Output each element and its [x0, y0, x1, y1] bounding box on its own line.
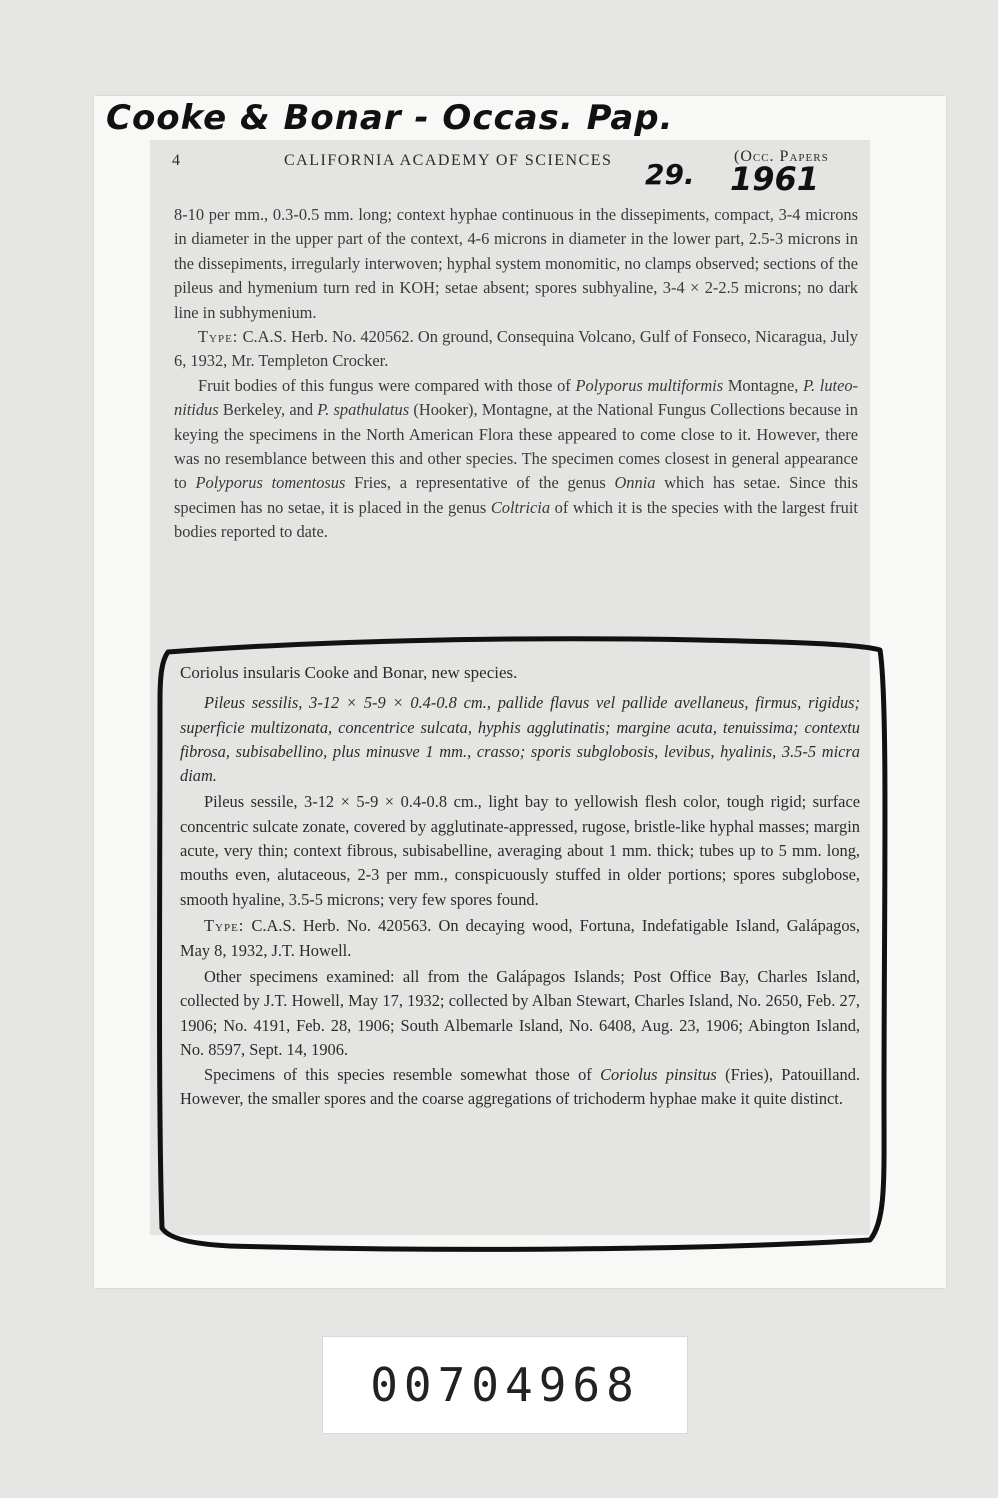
type-text: C.A.S. Herb. No. 420562. On ground, Consequina Volcano, Gulf of Fonseco, Nicaragua, July 6, 1932, Mr. Templeton Crocker. — [174, 327, 858, 371]
catalog-number: 00704968 — [370, 1358, 640, 1412]
paragraph-description-end: 8-10 per mm., 0.3-0.5 mm. long; context hyphae continuous in the dissepiments, compact, 3-4 microns in diameter in the upper part of the context, 4-6 microns in diameter in the lower part, 2.5-3 microns in the dissepiments, irregularly interwoven; hyphal system monomitic, no clamps observed; sections of the pileus and hymenium turn red in KOH; setae absent; spores subhyaline, 3-4 × 2-2.5 microns; no dark line in subhymenium. — [174, 205, 858, 322]
text-run: Specimens of this species resemble somewhat those of — [204, 1064, 592, 1084]
type-label: Type: — [198, 327, 239, 347]
journal-title: CALIFORNIA ACADEMY OF SCIENCES — [284, 152, 613, 169]
text-run: which has setae. Since this specimen has no setae, it is placed in the genus — [174, 473, 858, 517]
genus-name: Coltricia — [490, 497, 551, 517]
text-run: Fries, a representative of the genus — [354, 473, 606, 493]
text-run: (Hooker), Montagne, at the National Fungus Collections because in keying the specimens in the North American Flora these appeared to come close to it. However, there was no resemblance between this and other species. The specimen comes closest in general appearance to — [174, 400, 859, 493]
page-number: 4 — [172, 152, 180, 169]
text-run: Montagne, — [727, 375, 799, 395]
species-name: Coriolus pinsitus — [600, 1064, 717, 1084]
species-name: P. spathulatus — [317, 400, 410, 420]
paragraph-type-locality — [180, 914, 860, 963]
english-description: Pileus sessile, 3-12 × 5-9 × 0.4-0.8 cm., light bay to yellowish flesh color, tough rigid; surface concentric sulcate zonate, covered by agglutinate-appressed, rugose, bristle-like hyphal masses; margin acute, very thin; context fibrous, subisabelline, averaging about 1 mm. thick; tubes up to 5 mm. long, mouths even, alutaceous, 2-3 per mm., conspicuously stuffed in older portions; spores subglobose, smooth hyaline, 3.5-5 microns; very few spores found. — [180, 792, 860, 909]
text-run: Berkeley, and — [222, 400, 314, 420]
handwritten-volume: 29. — [645, 158, 695, 191]
catalog-label — [322, 1336, 688, 1434]
species-name: P. luteo-nitidus — [174, 375, 858, 420]
text-run: (Fries), Patouilland. However, the smaller spores and the coarse aggregations of trichoderm hyphae make it quite distinct. — [180, 1064, 860, 1109]
text-run: Fruit bodies of this fungus were compared with those of — [198, 375, 571, 395]
species-name: Polyporus tomentosus — [195, 473, 346, 493]
series-title: (Occ. Papers — [734, 148, 829, 165]
handwritten-citation: Cooke & Bonar - Occas. Pap. — [106, 98, 674, 138]
type-text: C.A.S. Herb. No. 420563. On decaying wood, Fortuna, Indefatigable Island, Galápagos, May 8, 1932, J.T. Howell. — [180, 916, 860, 960]
species-name: Polyporus multiformis — [575, 375, 724, 395]
paragraph-remarks — [180, 1063, 860, 1112]
section-coriolus-insularis — [180, 661, 860, 1112]
handwritten-year: 1961 — [730, 160, 820, 198]
latin-diagnosis: Pileus sessilis, 3-12 × 5-9 × 0.4-0.8 cm., pallide flavus vel pallide avellaneus, firmus, rigidus; superficie multizonata, concentrice sulcata, hyphis agglutinatis; margine acuta, tenuissima; contextu fibrosa, subisabellino, plus minusve 1 mm., crasso; sporis subglobosis, levibus, hyalinis, 3.5-5 micra diam. — [180, 693, 860, 786]
text-run: of which it is the species with the largest fruit bodies reported to date. — [174, 497, 858, 542]
genus-name: Onnia — [614, 473, 656, 493]
other-specimens: Other specimens examined: all from the Galápagos Islands; Post Office Bay, Charles Island, collected by J.T. Howell, May 17, 1932; collected by Alban Stewart, Charles Island, No. 2650, Feb. 27, 1906; No. 4191, Feb. 28, 1906; South Albemarle Island, No. 6408, Aug. 23, 1906; Abington Island, No. 8597, Sept. 14, 1906. — [180, 967, 860, 1060]
type-label: Type: — [204, 916, 245, 936]
species-heading: Coriolus insularis Cooke and Bonar, new species. — [180, 663, 518, 682]
